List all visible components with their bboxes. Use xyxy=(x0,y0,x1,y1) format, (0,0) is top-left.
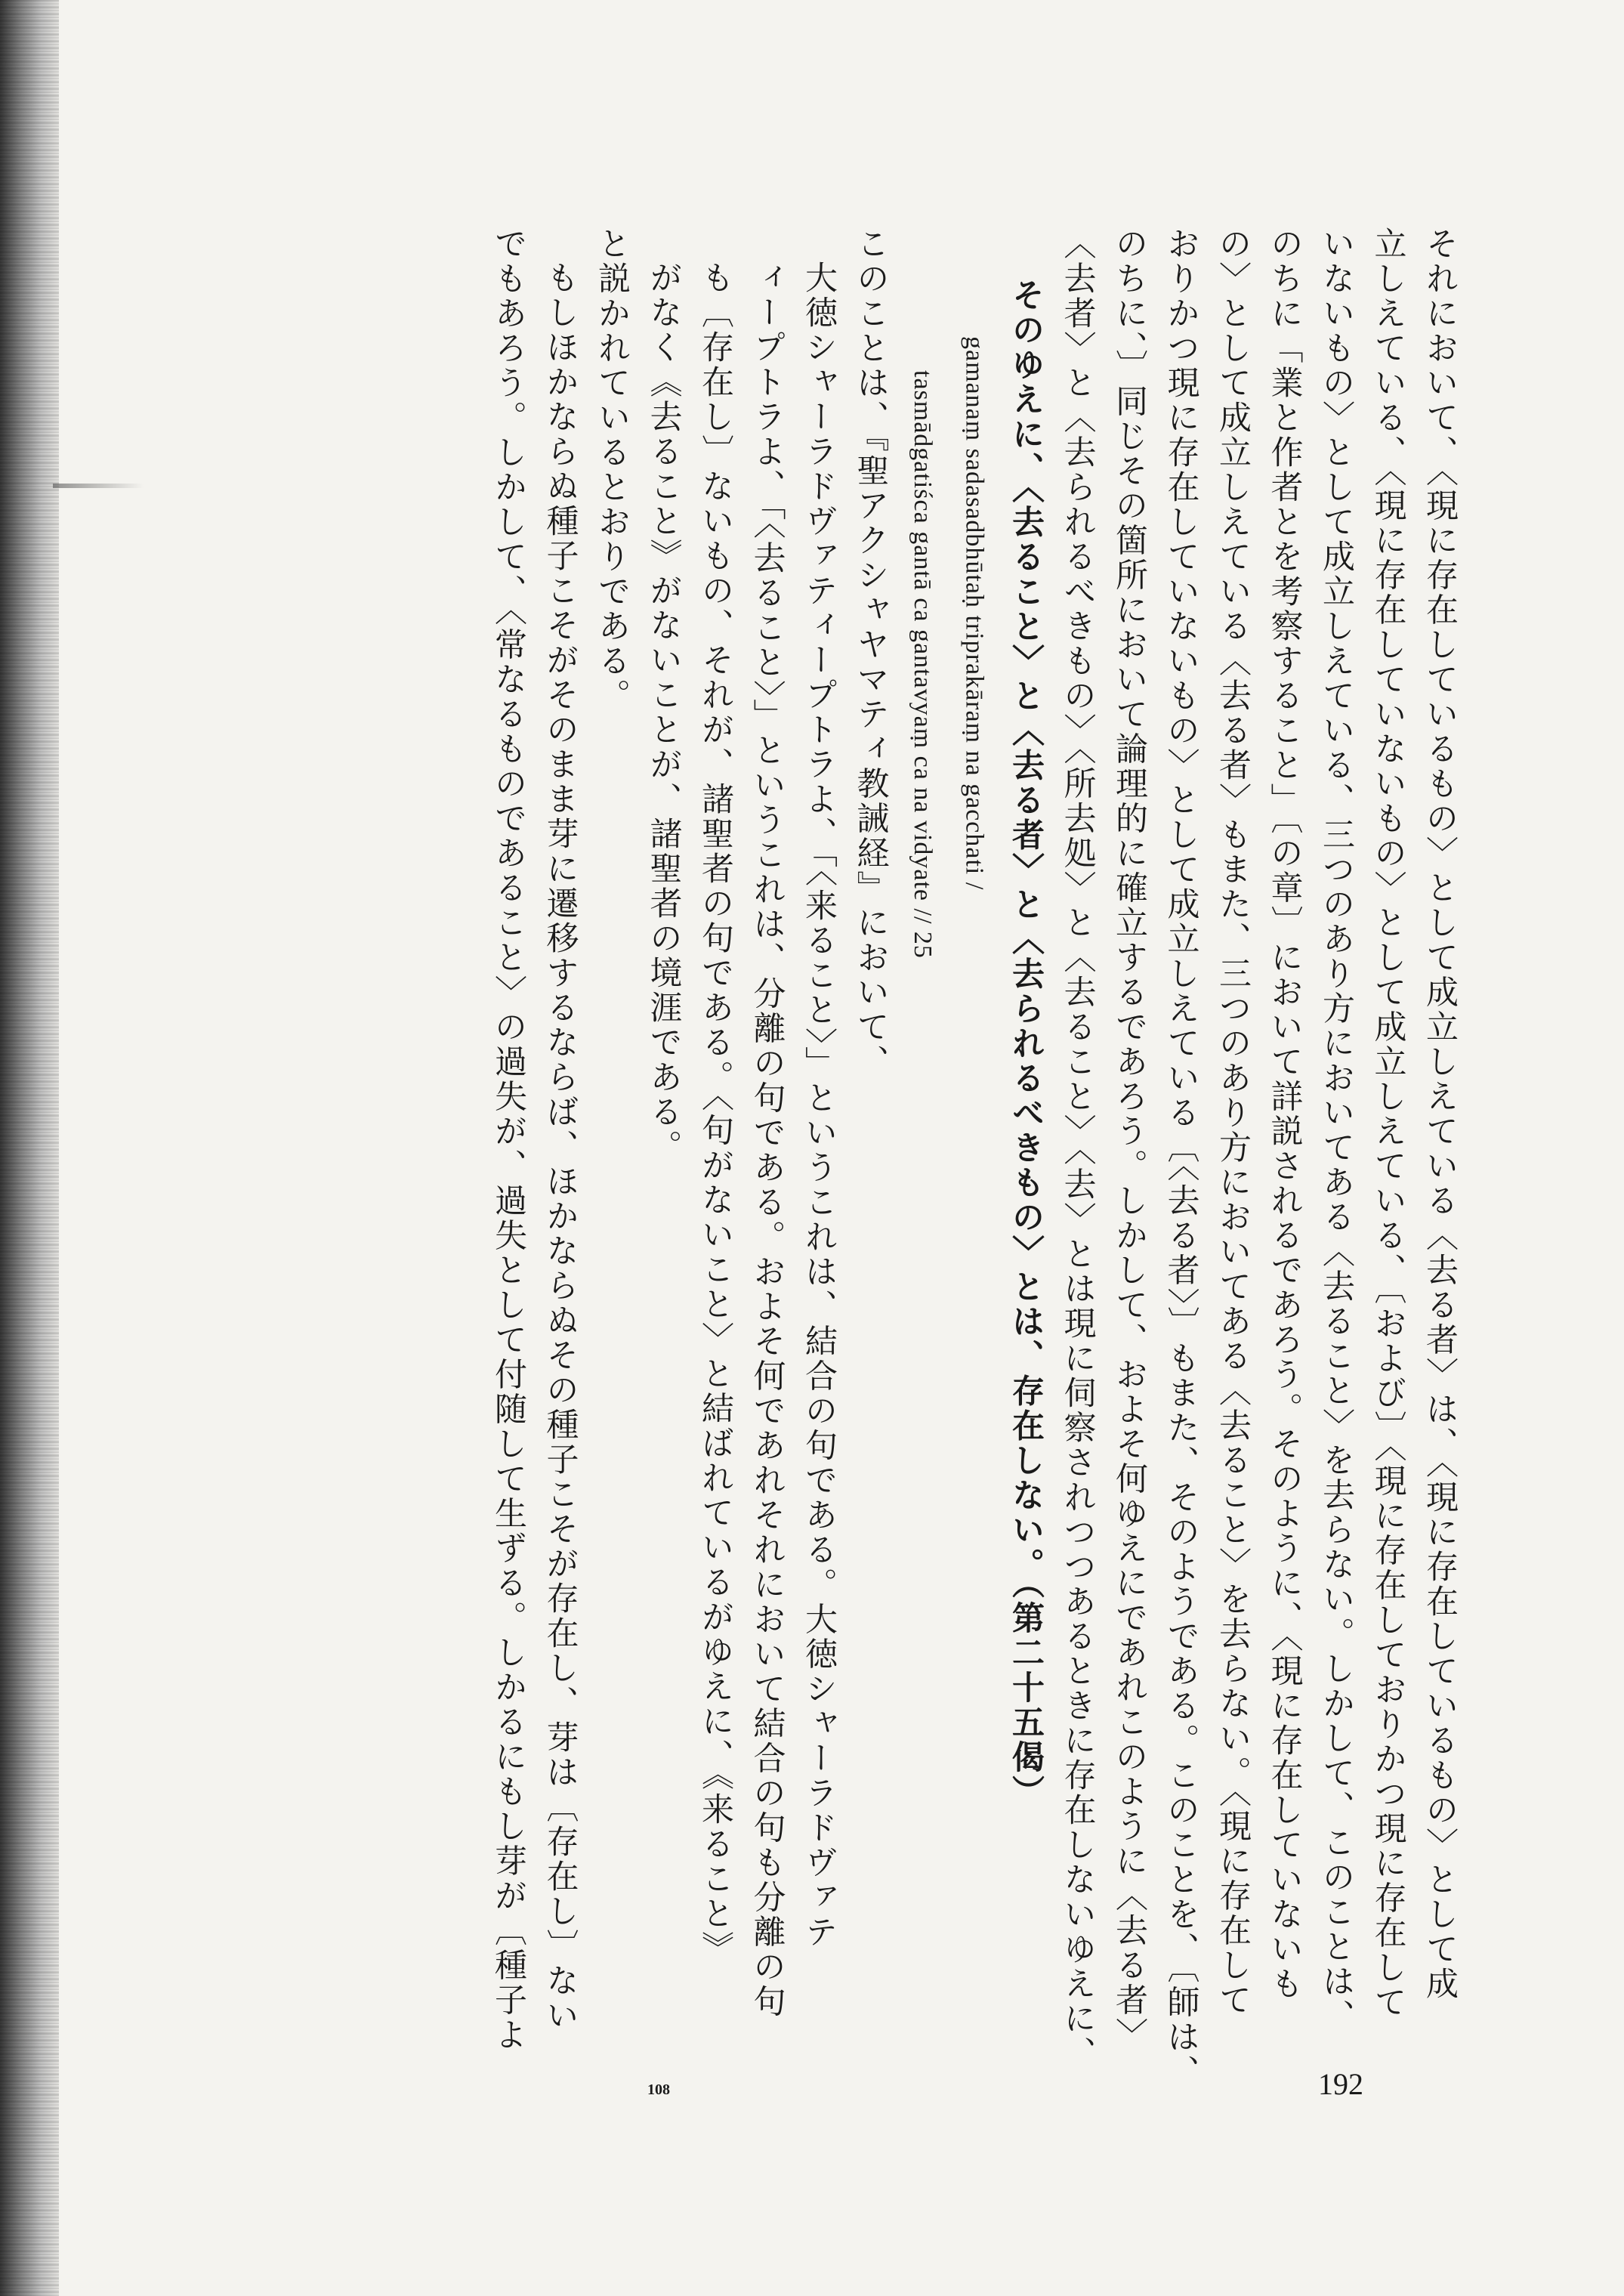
text-line: のちに「業と作者とを考察すること」〔の章〕において詳説されるであろう。そのように、〈現に存在していないも xyxy=(1265,227,1304,2001)
footer-sub-number: 108 xyxy=(647,2081,670,2098)
text-line: でもあろう。しかして、〈常なるものであること〉の過失が、過失として付随して生ずる。しかるにもし芽が〔種子よ xyxy=(489,227,527,2053)
scan-artifact-mark xyxy=(53,484,144,488)
quote-line: 大徳シャーラドヴァティープトラよ、「〈来ること〉」というこれは、結合の句である。大徳シャーラドヴァテ xyxy=(800,261,838,1950)
text-line: の〉として成立しえている〈去る者〉もまた、三つのあり方においてある〈去ること〉を去らない。〈現に存在して xyxy=(1214,227,1252,2018)
quote-line: も〔存在し〕ないもの、それが、諸聖者の句である。〈句がないこと〉と結ばれているがゆえに、《来ること》 xyxy=(696,261,734,1966)
text-line: このことは、『聖アクシャヤマティ教誡経』において、 xyxy=(851,227,890,1080)
vertical-text-body xyxy=(174,227,1465,2161)
text-line: のちに、〕同じその箇所において論理的に確立するであろう。しかして、およそ何ゆえにであれこのように〈去る者〉 xyxy=(1110,227,1148,2053)
quote-line: がなく《去ること》がないことが、諸聖者の境涯である。 xyxy=(644,261,683,1164)
text-line: いないもの〉として成立しえている、三つのあり方においてある〈去ること〉を去らない。しかして、このことは、 xyxy=(1317,227,1355,2034)
text-line: 〈去者〉と〈去られるべきもの〉〈所去処〉と〈去ること〉〈去〉とは現に伺察されつつあるときに存在しないゆえに、 xyxy=(1058,227,1097,2071)
text-line: もしほかならぬ種子こそがそのまま芽に遷移するならば、ほかならぬその種子こそが存在し、芽は〔存在し〕ない xyxy=(541,261,579,2033)
text-line: それにおいて、〈現に存在しているもの〉として成立しえている〈去る者〉は、〈現に存在しているもの〉として成 xyxy=(1421,227,1459,2001)
text-line: 立しえている、〈現に存在していないもの〉として成立しえている、〔および〕〈現に存在しておりかつ現に存在して xyxy=(1369,227,1407,2020)
page-number: 192 xyxy=(1318,2067,1363,2101)
verse-line: そのゆえに、〈去ること〉と〈去る者〉と〈去られるべきもの〉とは、存在しない。（第二十五偈） xyxy=(1007,278,1045,1809)
scan-shadow-edge xyxy=(0,0,59,2296)
sanskrit-line-2: tasmādgatiśca gantā ca gantavyaṃ ca na vidyate // 25 xyxy=(909,370,937,959)
sanskrit-line-1: gamanaṃ sadasadbhūtaḥ triprakāraṃ na gacchati / xyxy=(960,336,989,891)
quote-line: ィープトラよ、「〈去ること〉」というこれは、分離の句である。およそ何であれそれにおいて結合の句も分離の句 xyxy=(748,261,786,2019)
text-line: と説かれているとおりである。 xyxy=(593,227,631,713)
text-line: おりかつ現に存在していないもの〉として成立しえている〔〈去る者〉〕もまた、そのようである。このことを、〔師は、 xyxy=(1162,227,1200,2090)
